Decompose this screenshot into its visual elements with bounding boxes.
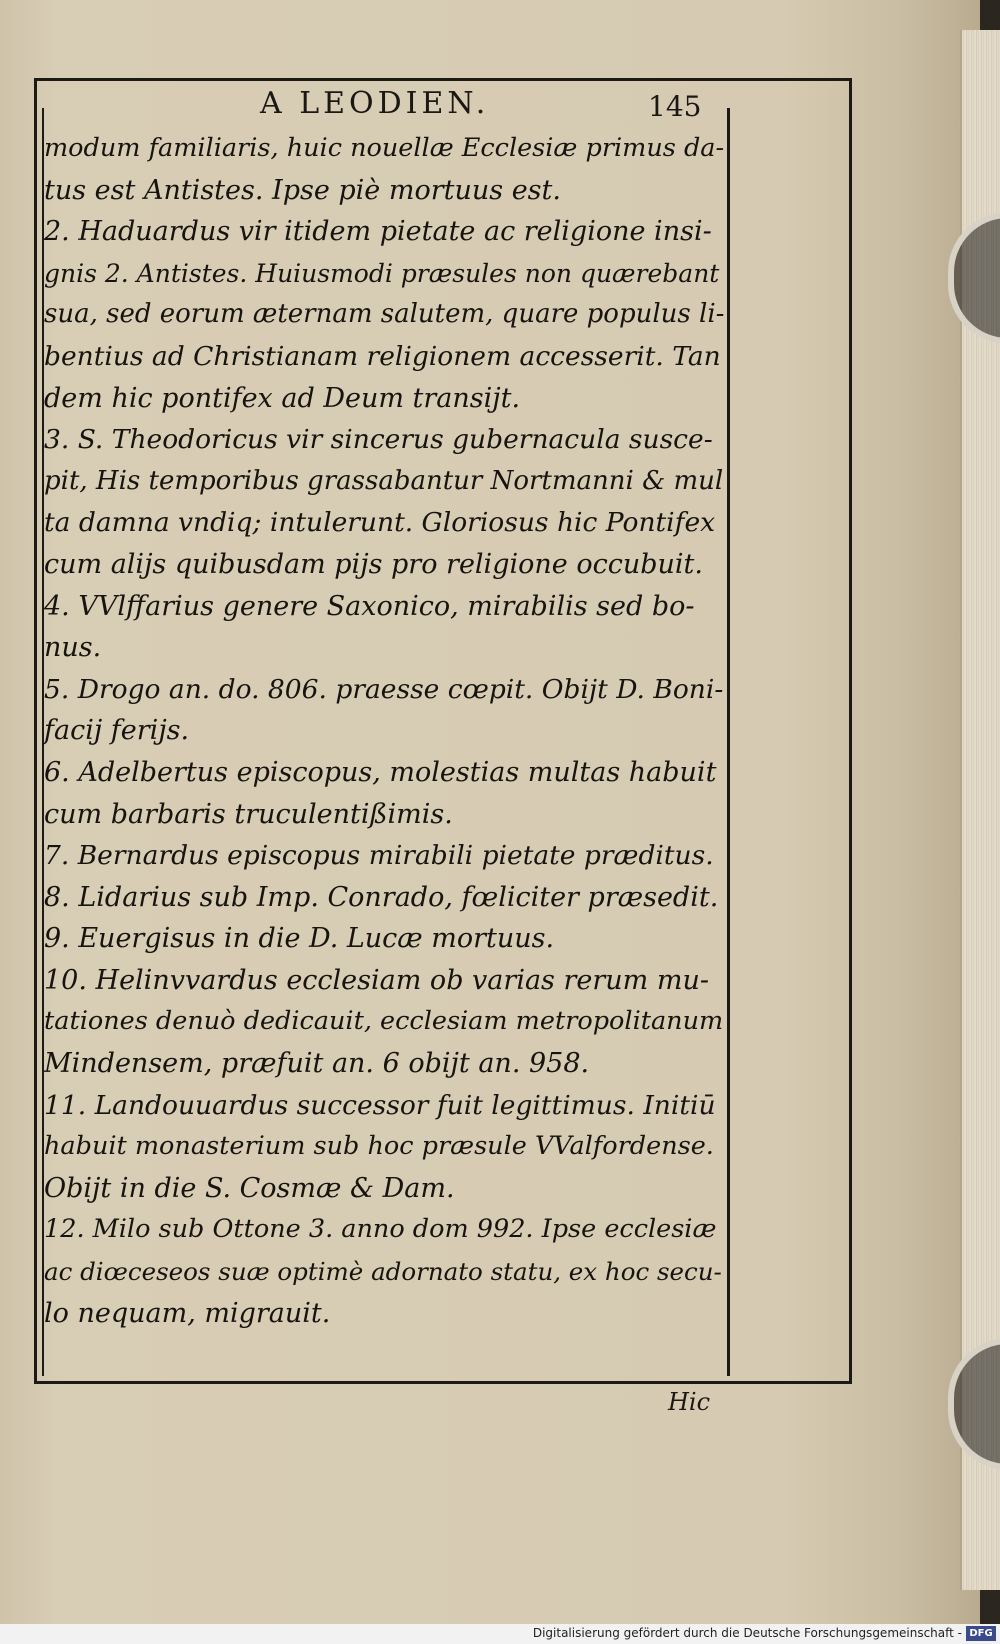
text-line: 10. Helinvvardus ecclesiam ob varias rerum mu- xyxy=(44,964,709,996)
text-line: ta damna vndiq; intulerunt. Gloriosus hic Pontifex xyxy=(44,507,716,539)
text-line: sua, sed eorum æternam salutem, quare populus li- xyxy=(44,299,725,330)
text-line: modum familiaris, huic nouellæ Ecclesiæ primus da- xyxy=(44,133,725,163)
funding-credit: Digitalisierung gefördert durch die Deutsche Forschungsgemeinschaft - xyxy=(532,1626,962,1640)
text-line: habuit monasterium sub hoc præsule VValfordense. xyxy=(44,1131,714,1162)
text-line: 8. Lidarius sub Imp. Conrado, fœliciter præsedit. xyxy=(44,881,719,913)
text-line: 5. Drogo an. do. 806. praesse cœpit. Obijt D. Boni- xyxy=(44,673,724,705)
text-line: dem hic pontifex ad Deum transijt. xyxy=(44,382,521,414)
text-line: Mindensem, præfuit an. 6 obijt an. 958. xyxy=(44,1048,590,1080)
text-line: 7. Bernardus episcopus mirabili pietate præditus. xyxy=(44,840,714,872)
text-line: gnis 2. Antistes. Huiusmodi præsules non quærebant xyxy=(44,258,720,288)
text-line: lo nequam, migrauit. xyxy=(44,1297,331,1329)
text-line: pit, His temporibus grassabantur Nortmanni & mul xyxy=(44,465,724,496)
page-number: 145 xyxy=(648,90,702,123)
text-line: 11. Landouuardus successor fuit legittimus. Initiū xyxy=(44,1089,716,1121)
dfg-logo: DFG xyxy=(966,1626,996,1641)
catchword: Hic xyxy=(668,1388,711,1416)
text-line: cum barbaris truculentißimis. xyxy=(44,798,453,830)
running-head: A LEODIEN. xyxy=(260,86,490,121)
body-text xyxy=(44,128,724,1334)
text-line: 12. Milo sub Ottone 3. anno dom 992. Ipse ecclesiæ xyxy=(44,1214,717,1245)
text-line: 9. Euergisus in die D. Lucæ mortuus. xyxy=(44,923,555,955)
text-line: ac diœceseos suæ optimè adornato statu, ex hoc secu- xyxy=(44,1257,722,1287)
text-line: 4. VVlffarius genere Saxonico, mirabilis sed bo- xyxy=(44,590,695,622)
text-line: 3. S. Theodoricus vir sincerus gubernacula susce- xyxy=(44,424,713,456)
text-line: Obijt in die S. Cosmæ & Dam. xyxy=(44,1172,455,1204)
footer-bar xyxy=(0,1624,1000,1644)
text-line: 2. Haduardus vir itidem pietate ac religione insi- xyxy=(44,216,712,248)
text-line: tationes denuò dedicauit, ecclesiam metropolitanum xyxy=(44,1006,724,1037)
text-line: nus. xyxy=(44,632,102,664)
text-line: 6. Adelbertus episcopus, molestias multas habuit xyxy=(44,756,717,788)
text-line: facij ferijs. xyxy=(44,715,190,747)
text-line: tus est Antistes. Ipse piè mortuus est. xyxy=(44,174,561,206)
text-line: bentius ad Christianam religionem accesserit. Tan xyxy=(44,340,721,372)
text-line: cum alijs quibusdam pijs pro religione occubuit. xyxy=(44,548,703,580)
